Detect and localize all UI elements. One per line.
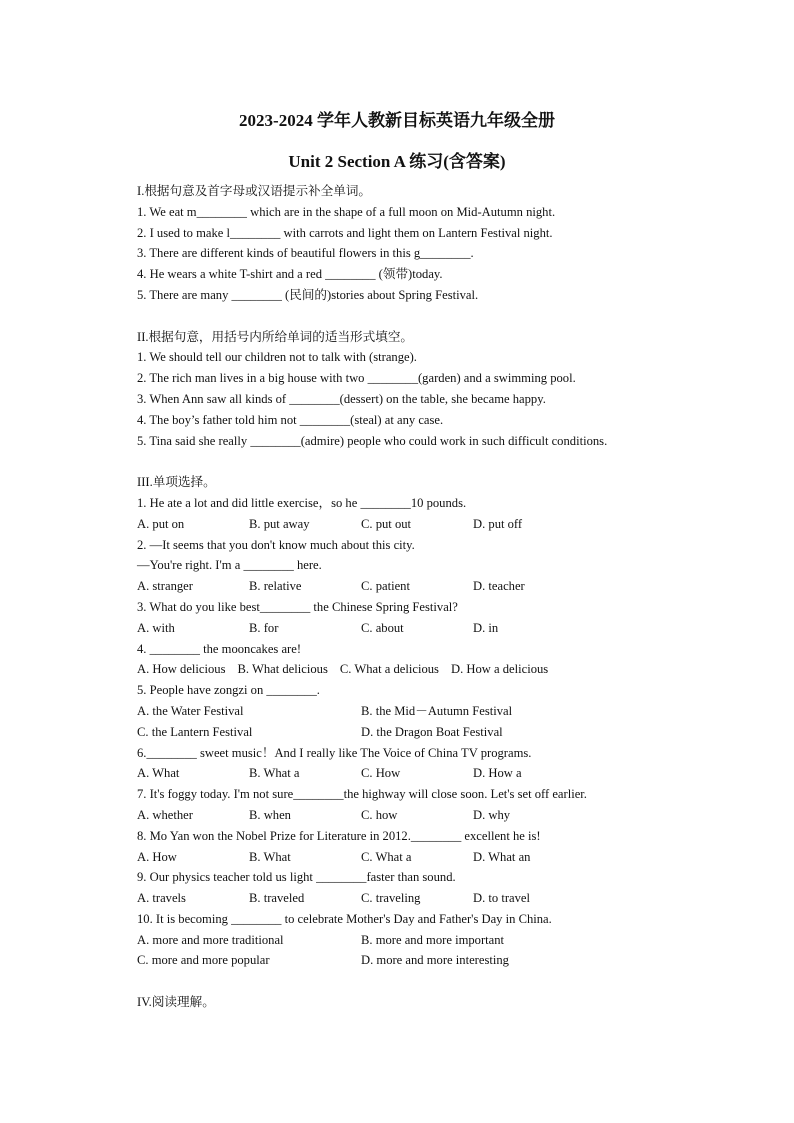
- question-2-options: [137, 576, 757, 597]
- section-1-item: 4. He wears a white T-shirt and a red ________ (领带)today.: [137, 267, 443, 282]
- section-2-item: 3. When Ann saw all kinds of ________(dessert) on the table, she became happy.: [137, 391, 546, 406]
- question-10-options-row-2: [137, 950, 757, 971]
- spacer: [137, 971, 757, 992]
- section-4-heading: IV.阅读理解。: [137, 995, 215, 1010]
- option-a: A. put on: [137, 516, 185, 531]
- section-2-heading: II.根据句意，用括号内所给单词的适当形式填空。: [137, 329, 414, 344]
- option-a: A. whether: [137, 807, 193, 822]
- question-7: 7. It's foggy today. I'm not sure________the highway will close soon. Let's set off earlier.: [137, 787, 587, 802]
- option-c: C. What a: [361, 849, 412, 864]
- section-3-heading: III.单项选择。: [137, 475, 216, 490]
- question-8: 8. Mo Yan won the Nobel Prize for Literature in 2012.________ excellent he is!: [137, 828, 541, 843]
- section-1-item: 1. We eat m________ which are in the shape of a full moon on Mid-Autumn night.: [137, 204, 556, 219]
- question-1: 1. He ate a lot and did little exercise，so he ________10 pounds.: [137, 495, 467, 510]
- section-1-item: 3. There are different kinds of beautiful flowers in this g________.: [137, 246, 474, 261]
- worksheet-content: [137, 181, 757, 1013]
- option-c: C. How: [361, 766, 401, 781]
- option-b: B. relative: [249, 579, 302, 594]
- question-3: 3. What do you like best________ the Chinese Spring Festival?: [137, 599, 458, 614]
- option-d: D. How a delicious: [450, 662, 549, 677]
- option-c: C. how: [361, 807, 398, 822]
- option-d: D. why: [473, 807, 511, 822]
- option-b: B. for: [249, 620, 279, 635]
- question-2-reply: —You're right. I'm a ________ here.: [137, 558, 322, 573]
- question-6: 6.________ sweet music！And I really like The Voice of China TV programs.: [137, 745, 532, 760]
- section-1-heading: I.根据句意及首字母或汉语提示补全单词。: [137, 184, 372, 198]
- option-b: B. What delicious: [237, 662, 328, 677]
- option-a: A. travels: [137, 891, 186, 906]
- option-b: B. when: [249, 807, 291, 822]
- question-5: 5. People have zongzi on ________.: [137, 683, 320, 698]
- question-7-options: [137, 805, 757, 826]
- question-9: 9. Our physics teacher told us light ________faster than sound.: [137, 870, 456, 885]
- option-b: B. traveled: [249, 891, 305, 906]
- section-2-item: 1. We should tell our children not to talk with (strange).: [137, 350, 417, 365]
- option-b: B. more and more important: [361, 932, 505, 947]
- option-d: D. the Dragon Boat Festival: [361, 724, 503, 739]
- option-a: A. with: [137, 620, 175, 635]
- question-1-options: [137, 514, 757, 535]
- question-5-options-row-1: [137, 701, 757, 722]
- option-b: B. What: [249, 849, 291, 864]
- question-4: 4. ________ the mooncakes are!: [137, 641, 302, 656]
- option-b: B. the Mid－Autumn Festival: [361, 703, 513, 718]
- spacer: [137, 451, 757, 472]
- section-1-item: 2. I used to make l________ with carrots and light them on Lantern Festival night.: [137, 225, 553, 240]
- option-a: A. the Water Festival: [137, 703, 244, 718]
- spacer: [137, 306, 757, 327]
- option-a: A. more and more traditional: [137, 932, 284, 947]
- option-a: A. What: [137, 766, 180, 781]
- option-d: D. What an: [473, 849, 531, 864]
- option-b: B. What a: [249, 766, 300, 781]
- question-4-options: [137, 659, 757, 680]
- section-2-item: 2. The rich man lives in a big house with two ________(garden) and a swimming pool.: [137, 371, 576, 386]
- option-d: D. in: [473, 620, 499, 635]
- section-2-item: 4. The boy’s father told him not ________(steal) at any case.: [137, 412, 444, 427]
- question-10: 10. It is becoming ________ to celebrate Mother's Day and Father's Day in China.: [137, 911, 552, 926]
- question-10-options-row-1: [137, 930, 757, 951]
- question-5-options-row-2: [137, 722, 757, 743]
- worksheet-subtitle: Unit 2 Section A 练习(含答案): [288, 152, 506, 171]
- option-d: D. How a: [473, 766, 522, 781]
- option-c: C. the Lantern Festival: [137, 724, 253, 739]
- option-a: A. How delicious: [137, 662, 226, 677]
- option-c: C. put out: [361, 516, 412, 531]
- option-d: D. put off: [473, 516, 523, 531]
- option-d: D. to travel: [473, 891, 531, 906]
- question-3-options: [137, 618, 757, 639]
- option-c: C. patient: [361, 579, 410, 594]
- question-8-options: [137, 847, 757, 868]
- option-a: A. How: [137, 849, 177, 864]
- option-d: D. teacher: [473, 579, 525, 594]
- section-2-item: 5. Tina said she really ________(admire) people who could work in such difficult conditions.: [137, 433, 608, 448]
- option-c: C. What a delicious: [339, 662, 439, 677]
- section-1-item: 5. There are many ________ (民间的)stories about Spring Festival.: [137, 287, 479, 302]
- option-c: C. traveling: [361, 891, 421, 906]
- worksheet-title: 2023-2024 学年人教新目标英语九年级全册: [239, 111, 555, 130]
- option-c: C. more and more popular: [137, 953, 270, 968]
- question-9-options: [137, 888, 757, 909]
- question-2: 2. —It seems that you don't know much about this city.: [137, 537, 415, 552]
- option-d: D. more and more interesting: [361, 953, 509, 968]
- option-b: B. put away: [249, 516, 310, 531]
- option-c: C. about: [361, 620, 404, 635]
- question-6-options: [137, 763, 757, 784]
- option-a: A. stranger: [137, 579, 193, 594]
